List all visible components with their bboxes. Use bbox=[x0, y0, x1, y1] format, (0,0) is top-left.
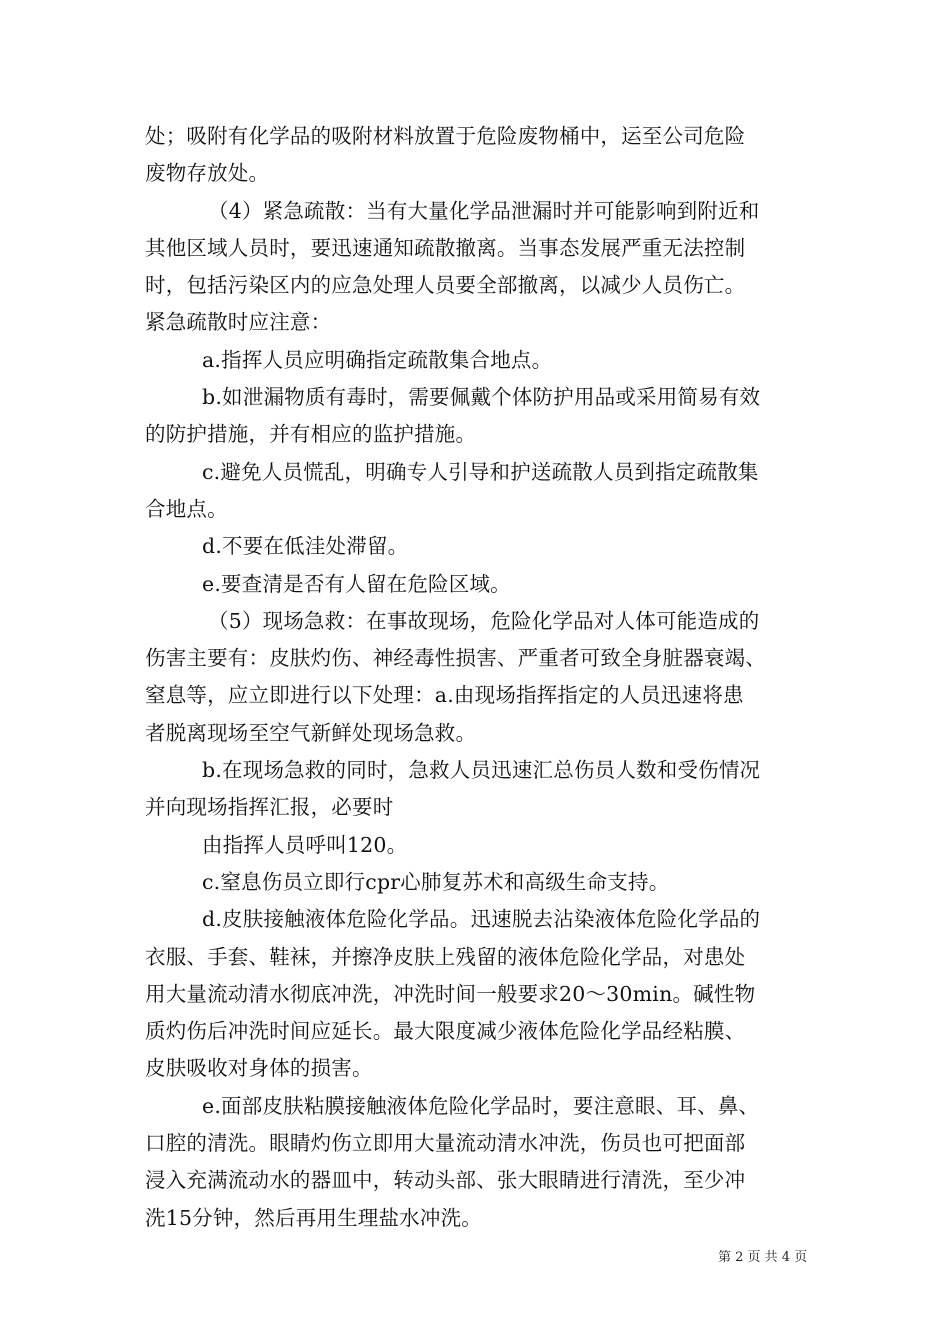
text-line: （5）现场急救：在事故现场，危险化学品对人体可能造成的 bbox=[208, 608, 760, 633]
text-line: 的防护措施，并有相应的监护措施。 bbox=[145, 422, 477, 447]
text-line: 质灼伤后冲洗时间应延长。最大限度减少液体危险化学品经粘膜、 bbox=[145, 1019, 746, 1044]
text-line: 伤害主要有：皮肤灼伤、神经毒性损害、严重者可致全身脏器衰竭、 bbox=[145, 646, 766, 671]
text-line: 洗15分钟，然后再用生理盐水冲洗。 bbox=[145, 1205, 482, 1230]
text-line: c.窒息伤员立即行cpr心肺复苏术和高级生命支持。 bbox=[202, 869, 670, 894]
text-line: 处；吸附有化学品的吸附材料放置于危险废物桶中，运至公司危险 bbox=[145, 124, 746, 148]
text-line: 用大量流动清水彻底冲洗，冲洗时间一般要求20～30min。碱性物 bbox=[145, 981, 756, 1006]
text-line: e.要查清是否有人留在危险区域。 bbox=[202, 571, 511, 596]
text-line: 紧急疏散时应注意： bbox=[145, 310, 332, 335]
text-line: d.不要在低洼处滞留。 bbox=[202, 534, 409, 559]
text-line: 口腔的清洗。眼睛灼伤立即用大量流动清水冲洗，伤员也可把面部 bbox=[145, 1131, 746, 1156]
text-line: 废物存放处。 bbox=[145, 161, 270, 186]
text-line: 窒息等，应立即进行以下处理：a.由现场指挥指定的人员迅速将患 bbox=[145, 683, 744, 708]
text-line: e.面部皮肤粘膜接触液体危险化学品时，要注意眼、耳、鼻、 bbox=[202, 1093, 760, 1118]
text-line: d.皮肤接触液体危险化学品。迅速脱去沾染液体危险化学品的 bbox=[202, 907, 761, 932]
text-line: 其他区域人员时，要迅速通知疏散撤离。当事态发展严重无法控制 bbox=[145, 235, 746, 260]
text-line: 浸入充满流动水的器皿中，转动头部、张大眼睛进行清洗，至少冲 bbox=[145, 1168, 746, 1193]
text-line: a.指挥人员应明确指定疏散集合地点。 bbox=[202, 347, 553, 372]
text-line: 衣服、手套、鞋袜，并擦净皮肤上残留的液体危险化学品，对患处 bbox=[145, 944, 746, 969]
text-line: 合地点。 bbox=[145, 496, 228, 521]
text-line: 由指挥人员呼叫120。 bbox=[202, 832, 408, 857]
text-line: b.在现场急救的同时，急救人员迅速汇总伤员人数和受伤情况 bbox=[202, 758, 761, 783]
text-line: 者脱离现场至空气新鲜处现场急救。 bbox=[145, 720, 477, 745]
text-line: b.如泄漏物质有毒时，需要佩戴个体防护用品或采用简易有效 bbox=[202, 385, 761, 410]
text-line: （4）紧急疏散：当有大量化学品泄漏时并可能影响到附近和 bbox=[208, 198, 760, 223]
text-line: 时，包括污染区内的应急处理人员要全部撤离，以减少人员伤亡。 bbox=[145, 273, 746, 298]
body-text bbox=[145, 118, 810, 1237]
page-number: 第 2 页 共 4 页 bbox=[718, 1250, 808, 1265]
text-line: 皮肤吸收对身体的损害。 bbox=[145, 1056, 373, 1081]
text-line: 并向现场指挥汇报，必要时 bbox=[145, 795, 394, 820]
text-line: c.避免人员慌乱，明确专人引导和护送疏散人员到指定疏散集 bbox=[202, 459, 759, 484]
